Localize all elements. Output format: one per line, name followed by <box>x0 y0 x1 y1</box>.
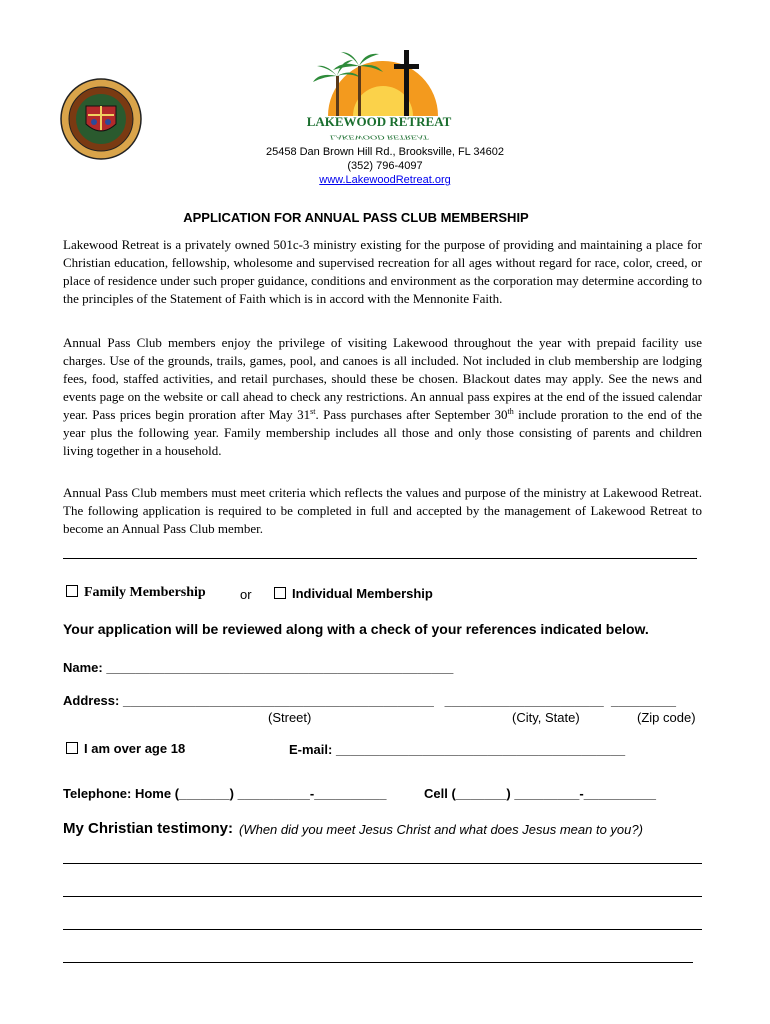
home-phone-field[interactable]: Telephone: Home (_______) __________-__________ <box>63 786 387 801</box>
zip-code-caption: (Zip code) <box>637 710 696 725</box>
pass-club-paragraph: Annual Pass Club members enjoy the privilege of visiting Lakewood throughout the year with prepaid facility use charges. Use of the grounds, trails, games, pool, and canoes is all included. Not included in club membership are lodging fees, food, staffed activities, and retail purchases, should these be chosen. Blackout dates may apply. See the news and events page on the website or call ahead to check any restrictions. An annual pass expires at the end of the issued calendar year. Pass prices begin proration after May 31st. Pass purchases after September 30th include proration to the end of the year plus the following year. Family membership includes all those and only those consisting of parents and children living together in a household. <box>63 335 703 458</box>
divider <box>63 558 697 559</box>
family-membership-option[interactable] <box>66 585 206 601</box>
phone-number: (352) 796-4097 <box>347 160 423 172</box>
city-state-caption: (City, State) <box>512 710 580 725</box>
name-field[interactable]: Name: ________________________________________________ <box>63 660 454 675</box>
individual-membership-checkbox[interactable] <box>274 587 286 599</box>
age-option[interactable] <box>66 741 185 756</box>
family-membership-checkbox[interactable] <box>66 585 78 597</box>
family-membership-label: Family Membership <box>84 585 206 600</box>
age-checkbox[interactable] <box>66 742 78 754</box>
svg-text:LAKEWOOD RETREAT: LAKEWOOD RETREAT <box>306 114 452 129</box>
review-notice: Your application will be reviewed along with a check of your references indicated below. <box>63 621 649 637</box>
age-label: I am over age 18 <box>84 741 186 756</box>
address-field[interactable]: Address: ___________________________________________ ______________________ _________ <box>63 693 677 708</box>
testimony-line[interactable] <box>63 962 693 963</box>
criteria-paragraph: Annual Pass Club members must meet criteria which reflects the values and purpose of the ministry at Lakewood Retreat. The following application is required to be completed in full and accepted by the management of Lakewood Retreat to become an Annual Pass Club member. <box>63 485 702 536</box>
website-link[interactable]: www.LakewoodRetreat.org <box>319 174 451 186</box>
testimony-line[interactable] <box>63 896 702 897</box>
individual-membership-option[interactable] <box>274 586 433 601</box>
intro-paragraph: Lakewood Retreat is a privately owned 501c-3 ministry existing for the purpose of providing and maintaining a place for Christian education, fellowship, wholesome and supervised recreation for all ages without regard for race, color, creed, or place of residence under such proper guidance, conditions and environment as the corporation may determine according to the principles of the Statement of Faith which is in accord with the Mennonite Faith. <box>63 237 702 306</box>
cell-phone-field[interactable]: Cell (_______) _________-__________ <box>424 786 657 801</box>
or-text: or <box>240 587 252 602</box>
individual-membership-label: Individual Membership <box>292 586 433 601</box>
testimony-question: (When did you meet Jesus Christ and what does Jesus mean to you?) <box>239 822 643 837</box>
testimony-line[interactable] <box>63 863 702 864</box>
email-field[interactable]: E-mail: ________________________________________ <box>289 742 626 757</box>
svg-text:LAKEWOOD RETREAT: LAKEWOOD RETREAT <box>329 133 429 141</box>
testimony-label: My Christian testimony: <box>63 820 234 837</box>
lakewood-retreat-logo <box>298 46 458 141</box>
street-caption: (Street) <box>268 710 312 725</box>
document-title: APPLICATION FOR ANNUAL PASS CLUB MEMBERSHIP <box>183 210 529 225</box>
address-line: 25458 Dan Brown Hill Rd., Brooksville, FL 34602 <box>265 146 505 158</box>
testimony-line[interactable] <box>63 929 702 930</box>
